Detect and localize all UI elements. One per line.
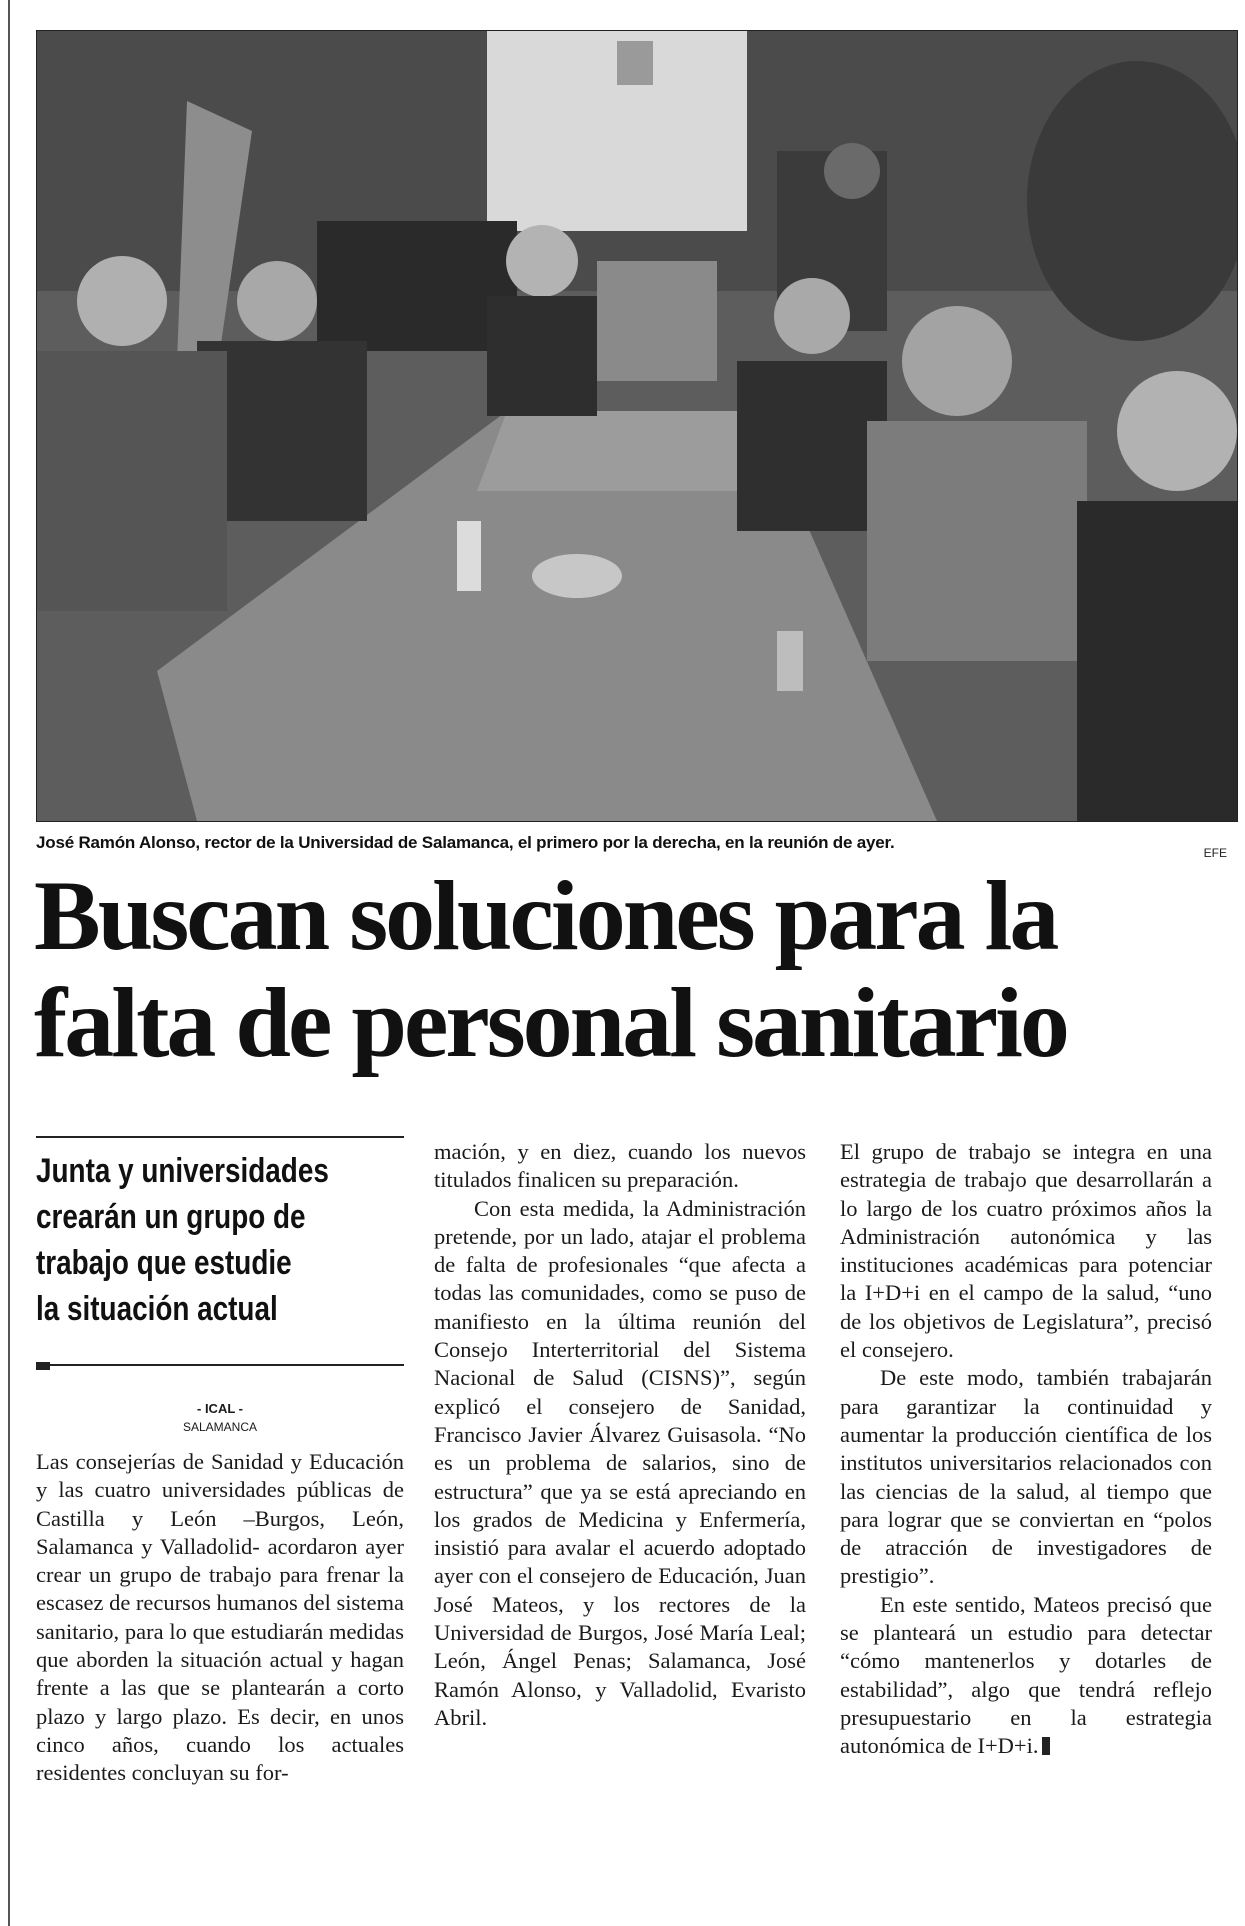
- headline-line-2: falta de personal sanitario: [34, 967, 1067, 1078]
- subhead-line-2: crearán un grupo de: [36, 1198, 306, 1236]
- subhead-top-rule: [36, 1136, 404, 1138]
- subheadline: [36, 1148, 405, 1332]
- headline: [34, 862, 1234, 1076]
- article-paragraph-4: De este modo, también trabajarán para garantizar la continuidad y aumentar la producción científica de los institutos universitarios relacionados con las ciencias de la salud, al tiempo que para lograr que se conviertan en “polos de atracción de investigadores de prestigio”.: [840, 1365, 1212, 1589]
- margin-rule: [8, 0, 10, 1926]
- end-of-article-mark: [1042, 1737, 1050, 1755]
- rule-accent-mark: [36, 1362, 50, 1370]
- news-photo: [36, 30, 1238, 822]
- photo-caption: José Ramón Alonso, rector de la Universidad de Salamanca, el primero por la derecha, en la reunión de ayer.: [36, 833, 895, 852]
- headline-line-1: Buscan soluciones para la: [34, 860, 1057, 971]
- photo-credit: EFE: [1203, 846, 1227, 860]
- article-column-1: [36, 1448, 404, 1788]
- byline: [36, 1400, 404, 1436]
- byline-agency: - ICAL -: [197, 1401, 243, 1416]
- article-paragraph-5: En este sentido, Mateos precisó que se planteará un estudio para detectar “cómo mantenerlos y dotarles de estabilidad”, algo que tendrá reflejo presupuestario en la estrategia autonómica de I+D+i.: [840, 1591, 1212, 1759]
- meeting-photo-illustration: [37, 31, 1237, 821]
- article-paragraph-3: El grupo de trabajo se integra en una estrategia de trabajo que desarrollarán a lo largo de los cuatro próximos años la Administración autonómica y las instituciones académicas para potenciar la I+D+i en el campo de la salud, “uno de los objetivos de Legislatura”, precisó el consejero.: [840, 1139, 1212, 1363]
- byline-place: SALAMANCA: [182, 1420, 258, 1434]
- article-paragraph-5-wrap: [840, 1591, 1212, 1761]
- article-column-3: [840, 1138, 1212, 1761]
- subhead-line-3: trabajo que estudie: [36, 1244, 292, 1282]
- article-paragraph-1b: mación, y en diez, cuando los nuevos titulados finalicen su preparación.: [434, 1139, 806, 1193]
- subhead-bottom-rule: [36, 1364, 404, 1366]
- article-column-2: [434, 1138, 806, 1732]
- subhead-line-1: Junta y universidades: [36, 1152, 329, 1190]
- article-paragraph-2: Con esta medida, la Administración pretende, por un lado, atajar el problema de falta de profesionales “que afecta a todas las comunidades, como se puso de manifiesto en la última reunión del Consejo Interterritorial del Sistema Nacional de Salud (CISNS)”, según explicó el consejero de Sanidad, Francisco Javier Álvarez Guisasola. “No es un problema de salarios, sino de estructura” que ya se está apreciando en los grados de Medicina y Enfermería, insistió para avalar el acuerdo adoptado ayer con el consejero de Educación, Juan José Mateos, y los rectores de la Universidad de Burgos, José María Leal; León, Ángel Penas; Salamanca, José Ramón Alonso, y Valladolid, Evaristo Abril.: [434, 1195, 806, 1730]
- article-paragraph-1a: Las consejerías de Sanidad y Educación y las cuatro universidades públicas de Castilla y León –Burgos, León, Salamanca y Valladolid- acordaron ayer crear un grupo de trabajo para frenar la escasez de recursos humanos del sistema sanitario, para lo que estudiarán medidas que aborden la situación actual y hagan frente a las que se plantearán a corto plazo y largo plazo. Es decir, en unos cinco años, cuando los actuales residentes concluyan su for-: [36, 1449, 404, 1786]
- subhead-line-4: la situación actual: [36, 1290, 278, 1328]
